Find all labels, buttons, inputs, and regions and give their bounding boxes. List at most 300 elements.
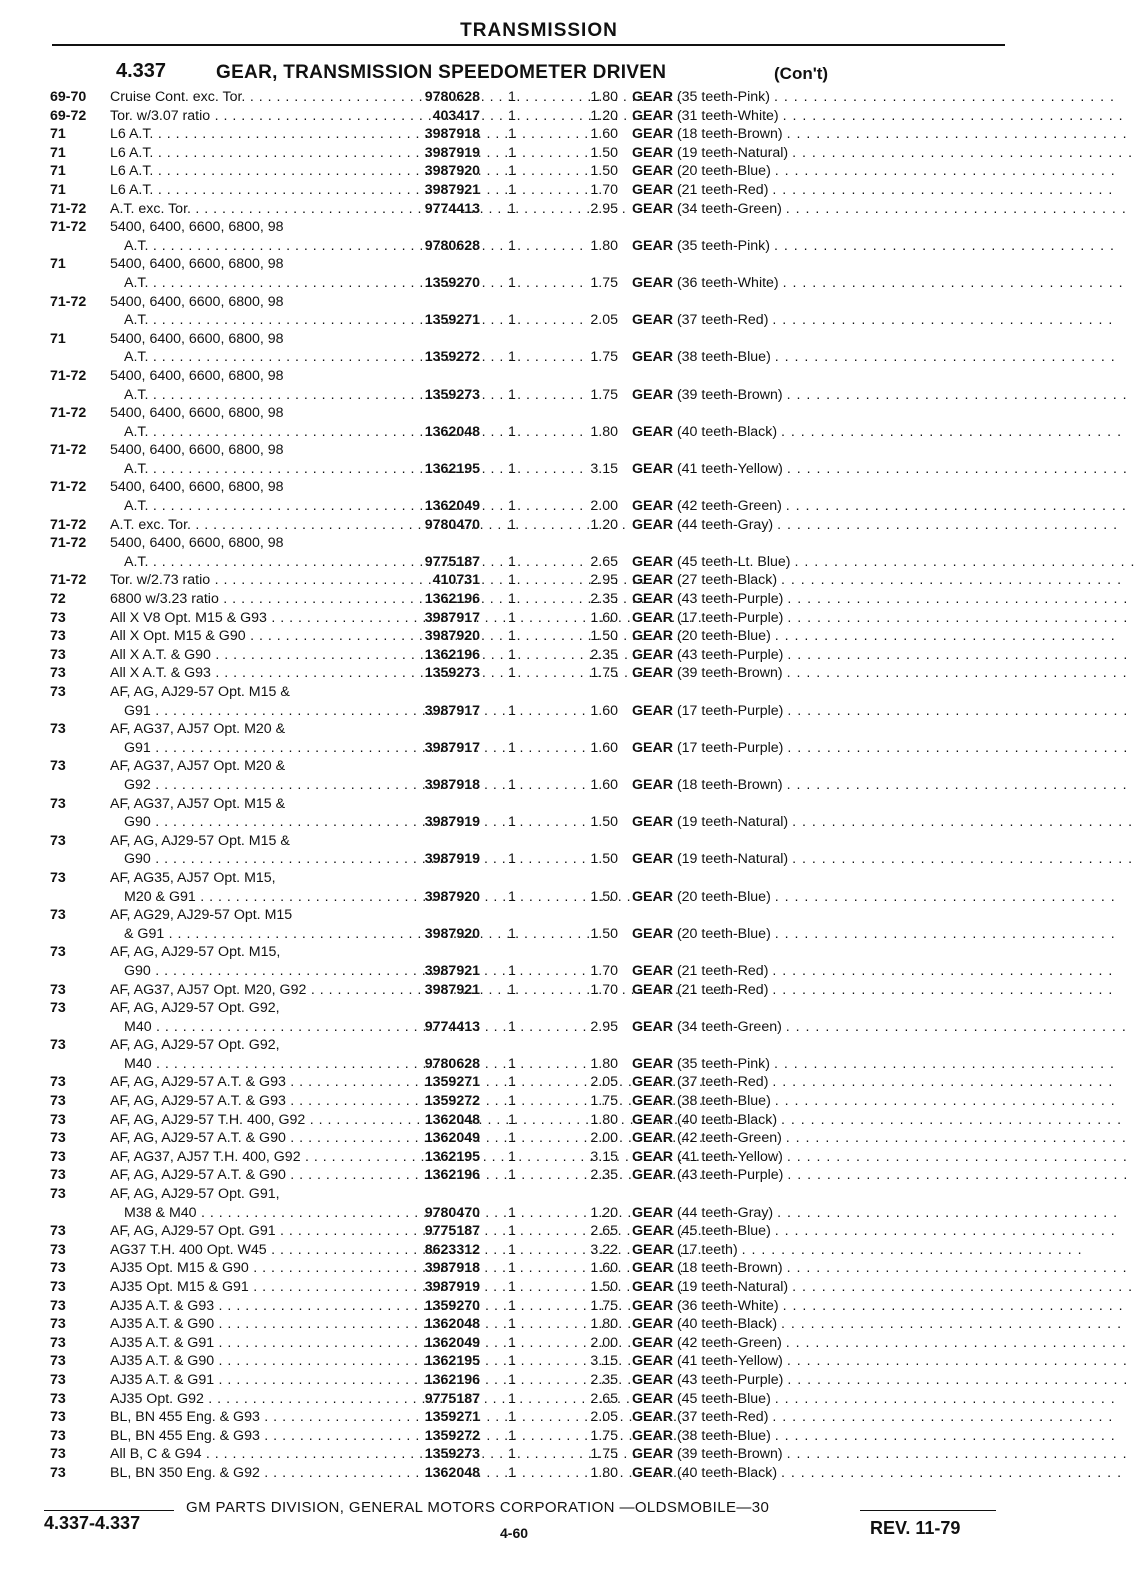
parts-row [0,1371,1129,1390]
footer-rule-right [860,1510,996,1511]
price: 1.50 [590,814,618,831]
part-name [632,1148,1128,1167]
parts-row [0,906,1078,925]
price: 1.80 [590,1111,618,1128]
parts-row [0,981,1114,1000]
part-number: 1362195 [424,1353,480,1370]
part-spec: (44 teeth-Gray) [673,1204,778,1221]
parts-row [0,1315,1123,1334]
quantity: 1 [508,814,516,831]
price: 1.75 [590,1297,618,1314]
leader-dots: . . . . . . . . . . . . . . . . . . . . . . . . . . . . . . . . . . . [772,1074,1114,1091]
part-name [632,609,1129,628]
part-noun: GEAR [632,609,673,626]
price: 1.50 [590,163,618,180]
part-number: 1362196 [424,1371,480,1388]
quantity: 1 [508,739,516,756]
part-name [632,1259,1128,1278]
application-description: A.T. . . . [110,553,390,572]
application-description: AJ35 A.T. & G90 . . . [110,1315,390,1334]
parts-row [0,423,1123,442]
price: 2.95 [590,1018,618,1035]
part-spec: (41 teeth-Yellow) [673,1148,787,1165]
parts-row [0,1148,1128,1167]
part-noun: GEAR [632,144,673,161]
part-number: 3987920 [424,888,480,905]
part-noun: GEAR [632,1390,673,1407]
parts-row [0,1036,1078,1055]
application-description: Cruise Cont. exc. Tor. . . . [110,88,390,107]
part-noun: GEAR [632,739,673,756]
part-spec: (42 teeth-Green) [673,1130,786,1147]
price: 2.65 [590,553,618,570]
part-name [632,237,1115,256]
part-noun: GEAR [632,1074,673,1091]
application-description: L6 A.T. . . . [110,125,390,144]
part-name [632,664,1128,683]
price: 1.75 [590,665,618,682]
part-number: 9780470 [424,1204,480,1221]
leader-dots: . . . . . . . . . . . . . . . . . . . . . . . . . . . . . . . . . . . [774,1427,1116,1444]
parts-list [0,88,1135,1483]
part-number: 3987917 [424,609,480,626]
leader-dots: . . . . . . . . . . . . . . . . . . . . . . . . . . . . . . . . . . . [782,107,1124,124]
parts-row [0,925,1116,944]
part-spec: (40 teeth-Black) [673,1464,782,1481]
part-name [632,107,1124,126]
leader-dots: . . . . . . . . . . . . . . . . . . . . . . . . . . . . . . . . . . . [786,386,1128,403]
model-year: 71-72 [50,516,87,533]
parts-row [0,218,1078,237]
price: 1.60 [590,126,618,143]
model-year: 71 [50,126,66,143]
parts-row [0,293,1078,312]
parts-row [0,478,1078,497]
part-spec: (43 teeth-Purple) [673,1371,788,1388]
price: 1.60 [590,702,618,719]
footer-rule-left [44,1510,174,1511]
leader-dots: . . . . . . . . . . . . . . . . . . . . . . . . . . . . . . . . . . . [785,1334,1127,1351]
parts-row [0,943,1078,962]
price: 1.80 [590,1055,618,1072]
quantity: 1 [508,89,516,105]
quantity: 1 [508,591,516,608]
parts-row [0,497,1127,516]
leader-dots: . . . . . . . . . . . . . . . . . . . . . . . . . . . . . . . . . . . [785,1018,1127,1035]
application-description: AF, AG, AJ29-57 Opt. M15 & [110,684,290,700]
parts-row [0,609,1129,628]
part-name [632,590,1129,609]
quantity: 1 [508,1167,516,1184]
part-noun: GEAR [632,460,673,477]
price: 1.80 [590,1316,618,1333]
model-year: 73 [50,1074,66,1091]
leader-dots: . . . . . . . . . . . . . . . . . . . . . . . . . . . . . . . . . . . [786,1260,1128,1277]
parts-row [0,1297,1124,1316]
parts-row [0,1092,1116,1111]
price: 1.60 [590,739,618,756]
price: 1.80 [590,89,618,105]
part-spec: (41 teeth-Yellow) [673,460,787,477]
part-name [632,1073,1114,1092]
part-name [632,497,1127,516]
model-year: 73 [50,628,66,645]
part-spec: (37 teeth-Red) [673,1074,773,1091]
application-description: M40 . . . [110,1055,390,1074]
part-spec: (18 teeth-Brown) [673,1260,787,1277]
application-description: A.T. . . . [110,460,390,479]
footer-page-number: 4-60 [500,1525,529,1541]
part-spec: (35 teeth-Pink) [673,89,774,105]
parts-row [0,1204,1119,1223]
price: 2.65 [590,1390,618,1407]
model-year: 73 [50,721,66,738]
part-number: 3987919 [424,814,480,831]
parts-row [0,1073,1114,1092]
part-spec: (45 teeth-Blue) [673,1390,775,1407]
part-name [632,144,1134,163]
part-spec: (34 teeth-Green) [673,1018,786,1035]
model-year: 73 [50,1353,66,1370]
price: 1.75 [590,349,618,366]
part-spec: (17 teeth-Purple) [673,702,788,719]
application-description: AF, AG, AJ29-57 A.T. & G90 . . . [110,1129,390,1148]
leader-dots: . . . . . . . . . . . . . . . . . . . . . . . . . . . . . . . . . . . [772,962,1114,979]
part-spec: (17 teeth-Purple) [673,739,788,756]
part-spec: (27 teeth-Black) [673,572,782,589]
model-year: 73 [50,869,66,886]
price: 2.35 [590,646,618,663]
section-continued: (Con't) [774,64,829,83]
part-noun: GEAR [632,349,673,366]
application-description: All B, C & G94 . . . [110,1445,390,1464]
part-spec: (34 teeth-Green) [673,200,786,217]
parts-row [0,832,1078,851]
parts-row [0,999,1078,1018]
model-year: 71-72 [50,293,87,310]
quantity: 1 [508,925,516,942]
model-year: 71-72 [50,479,87,496]
part-noun: GEAR [632,981,673,998]
application-description: M20 & G91 . . . [110,888,390,907]
parts-row [0,739,1129,758]
application-description: 5400, 6400, 6600, 6800, 98 [110,293,284,310]
part-name [632,1464,1123,1483]
parts-row [0,144,1134,163]
model-year: 71-72 [50,535,87,552]
model-year: 69-72 [50,107,87,124]
model-year: 71-72 [50,442,87,459]
parts-row [0,571,1123,590]
application-description: A.T. . . . [110,311,390,330]
model-year: 73 [50,1279,66,1295]
part-number: 3987918 [424,126,480,143]
quantity: 1 [508,386,516,403]
parts-row [0,1445,1128,1464]
part-number: 3987918 [424,1260,480,1277]
part-spec: (36 teeth-White) [673,1297,783,1314]
part-name [632,423,1123,442]
part-number: 1359273 [424,386,480,403]
part-spec: (17 teeth-Purple) [673,609,788,626]
part-number: 8623312 [424,1241,480,1258]
parts-row [0,702,1129,721]
price: 2.95 [590,572,618,589]
quantity: 1 [508,126,516,143]
part-name [632,739,1129,758]
price: 1.20 [590,516,618,533]
parts-row [0,850,1134,869]
price: 3.15 [590,460,618,477]
model-year: 73 [50,832,66,849]
model-year: 73 [50,1371,66,1388]
application-description: All X Opt. M15 & G90 . . . [110,627,390,646]
footer-revision: REV. 11-79 [870,1518,961,1538]
model-year: 71-72 [50,405,87,422]
parts-row [0,757,1078,776]
part-number: 3987921 [424,181,480,198]
price: 2.35 [590,591,618,608]
application-description: AJ35 A.T. & G91 . . . [110,1334,390,1353]
part-noun: GEAR [632,665,673,682]
part-name [632,1445,1128,1464]
model-year: 69-70 [50,89,87,105]
price: 1.70 [590,181,618,198]
price: 2.95 [590,200,618,217]
part-name [632,776,1128,795]
application-description: A.T. . . . [110,274,390,293]
parts-row [0,553,1135,572]
model-year: 71-72 [50,572,87,589]
leader-dots: . . . . . . . . . . . . . . . . . . . . . . . . . . . . . . . . . . . [787,1371,1129,1388]
price: 1.75 [590,386,618,403]
part-number: 3987920 [424,925,480,942]
price: 1.20 [590,107,618,124]
application-description: L6 A.T. . . . [110,181,390,200]
quantity: 1 [508,962,516,979]
part-number: 3987921 [424,981,480,998]
leader-dots: . . . . . . . . . . . . . . . . . . . . . . . . . . . . . . . . . . . [787,702,1129,719]
quantity: 1 [508,498,516,515]
part-spec: (39 teeth-Brown) [673,1446,787,1463]
leader-dots: . . . . . . . . . . . . . . . . . . . . . . . . . . . . . . . . . . . [785,498,1127,515]
part-noun: GEAR [632,163,673,180]
part-spec: (18 teeth-Brown) [673,776,787,793]
part-noun: GEAR [632,572,673,589]
part-name [632,1204,1119,1223]
part-noun: GEAR [632,312,673,329]
leader-dots: . . . . . . . . . . . . . . . . . . . . . . . . . . . . . . . . . . . [774,349,1116,366]
quantity: 1 [508,702,516,719]
leader-dots: . . . . . . . . . . . . . . . . . . . . . . . . . . . . . . . . . . . [774,1223,1116,1240]
quantity: 1 [508,1204,516,1221]
part-number: 9780628 [424,89,480,105]
price: 1.75 [590,1446,618,1463]
part-name [632,1222,1116,1241]
application-description: G90 . . . [110,813,390,832]
parts-row [0,664,1128,683]
model-year: 73 [50,1427,66,1444]
parts-row [0,683,1078,702]
part-number: 1359270 [424,274,480,291]
price: 3.22 [590,1241,618,1258]
parts-row [0,1390,1116,1409]
leader-dots: . . . . . . . . . . . . . . . . . . . . . . . . . . . . . . . . . . . [781,1464,1123,1481]
part-number: 1362196 [424,646,480,663]
quantity: 1 [508,1148,516,1165]
quantity: 1 [508,423,516,440]
part-number: 1362196 [424,591,480,608]
price: 1.70 [590,981,618,998]
model-year: 73 [50,758,66,775]
part-number: 1362196 [424,1167,480,1184]
parts-row [0,1055,1115,1074]
application-description: AJ35 A.T. & G93 . . . [110,1297,390,1316]
part-name [632,925,1116,944]
model-year: 73 [50,1464,66,1481]
part-number: 1359272 [424,349,480,366]
parts-row [0,720,1078,739]
footer-publisher: GM PARTS DIVISION, GENERAL MOTORS CORPORATION —OLDSMOBILE—30 [186,1499,770,1516]
application-description: L6 A.T. . . . [110,144,390,163]
part-noun: GEAR [632,516,673,533]
leader-dots: . . . . . . . . . . . . . . . . . . . . . . . . . . . . . . . . . . . [787,591,1129,608]
model-year: 73 [50,609,66,626]
part-name [632,1092,1116,1111]
model-year: 73 [50,665,66,682]
part-name [632,88,1115,107]
part-spec: (38 teeth-Blue) [673,349,775,366]
part-name [632,162,1116,181]
part-spec: (41 teeth-Yellow) [673,1353,787,1370]
parts-row [0,1129,1127,1148]
part-number: 9775187 [424,553,480,570]
part-noun: GEAR [632,274,673,291]
part-number: 1359272 [424,1093,480,1110]
part-number: 9780628 [424,1055,480,1072]
leader-dots: . . . . . . . . . . . . . . . . . . . . . . . . . . . . . . . . . . . [772,181,1114,198]
price: 1.60 [590,609,618,626]
part-number: 3987917 [424,702,480,719]
parts-row [0,1334,1127,1353]
leader-dots: . . . . . . . . . . . . . . . . . . . . . . . . . . . . . . . . . . . [772,312,1114,329]
part-number: 9780470 [424,516,480,533]
quantity: 1 [508,274,516,291]
leader-dots: . . . . . . . . . . . . . . . . . . . . . . . . . . . . . . . . . . . [786,1353,1128,1370]
part-number: 3987919 [424,851,480,868]
model-year: 73 [50,944,66,961]
parts-row [0,590,1129,609]
quantity: 1 [508,349,516,366]
parts-row [0,1185,1078,1204]
price: 1.60 [590,776,618,793]
part-noun: GEAR [632,776,673,793]
quantity: 1 [508,200,516,217]
application-description: A.T. exc. Tor. . . . [110,516,390,535]
part-spec: (42 teeth-Green) [673,498,786,515]
quantity: 1 [508,1297,516,1314]
part-number: 3987920 [424,163,480,180]
part-spec: (38 teeth-Blue) [673,1093,775,1110]
part-spec: (44 teeth-Gray) [673,516,778,533]
application-description: 6800 w/3.23 ratio . . . [110,590,390,609]
part-noun: GEAR [632,200,673,217]
price: 1.80 [590,237,618,254]
part-name [632,571,1123,590]
quantity: 1 [508,1074,516,1091]
model-year: 73 [50,1334,66,1351]
part-spec: (35 teeth-Pink) [673,1055,774,1072]
part-spec: (36 teeth-White) [673,274,783,291]
model-year: 71-72 [50,219,87,236]
part-noun: GEAR [632,1055,673,1072]
part-noun: GEAR [632,628,673,645]
price: 1.50 [590,628,618,645]
part-spec: (39 teeth-Brown) [673,665,787,682]
part-number: 1362195 [424,460,480,477]
application-description: AJ35 Opt. M15 & G91 . . . [110,1278,390,1297]
price: 1.50 [590,925,618,942]
leader-dots: . . . . . . . . . . . . . . . . . . . . . . . . . . . . . . . . . . . [782,1297,1124,1314]
part-noun: GEAR [632,1167,673,1184]
part-number: 1359270 [424,1297,480,1314]
parts-row [0,107,1124,126]
application-description: 5400, 6400, 6600, 6800, 98 [110,405,284,422]
part-spec: (19 teeth-Natural) [673,1279,793,1295]
part-name [632,1408,1114,1427]
part-name [632,460,1128,479]
quantity: 1 [508,665,516,682]
leader-dots: . . . . . . . . . . . . . . . . . . . . . . . . . . . . . . . . . . . [781,572,1123,589]
application-description: Tor. w/2.73 ratio . . . [110,571,390,590]
part-noun: GEAR [632,1409,673,1426]
leader-dots: . . . . . . . . . . . . . . . . . . . . . . . . . . . . . . . . . . . [786,665,1128,682]
part-noun: GEAR [632,126,673,143]
leader-dots: . . . . . . . . . . . . . . . . . . . . . . . . . . . . . . . . . . . [774,628,1116,645]
parts-row [0,1018,1127,1037]
application-description: AJ35 Opt. G92 . . . [110,1390,390,1409]
price: 2.05 [590,1074,618,1091]
parts-row [0,1222,1116,1241]
part-spec: (19 teeth-Natural) [673,851,793,868]
parts-row [0,162,1116,181]
application-description: AF, AG, AJ29-57 Opt. G91 . . . [110,1222,390,1241]
price: 1.50 [590,144,618,161]
application-description: A.T. . . . [110,386,390,405]
application-description: A.T. . . . [110,348,390,367]
parts-row [0,1427,1116,1446]
model-year: 73 [50,646,66,663]
price: 1.75 [590,274,618,291]
model-year: 71 [50,181,66,198]
parts-row [0,888,1116,907]
parts-row [0,1259,1128,1278]
parts-row [0,1241,1083,1260]
model-year: 71 [50,144,66,161]
part-name [632,181,1114,200]
model-year: 73 [50,684,66,700]
model-year: 73 [50,1093,66,1110]
application-description: 5400, 6400, 6600, 6800, 98 [110,330,284,347]
quantity: 1 [508,144,516,161]
part-spec: (31 teeth-White) [673,107,783,124]
part-name [632,125,1128,144]
part-number: 9775187 [424,1223,480,1240]
leader-dots: . . . . . . . . . . . . . . . . . . . . . . . . . . . . . . . . . . . [781,1111,1123,1128]
part-name [632,1018,1127,1037]
quantity: 1 [508,1316,516,1333]
application-description: G92 . . . [110,776,390,795]
